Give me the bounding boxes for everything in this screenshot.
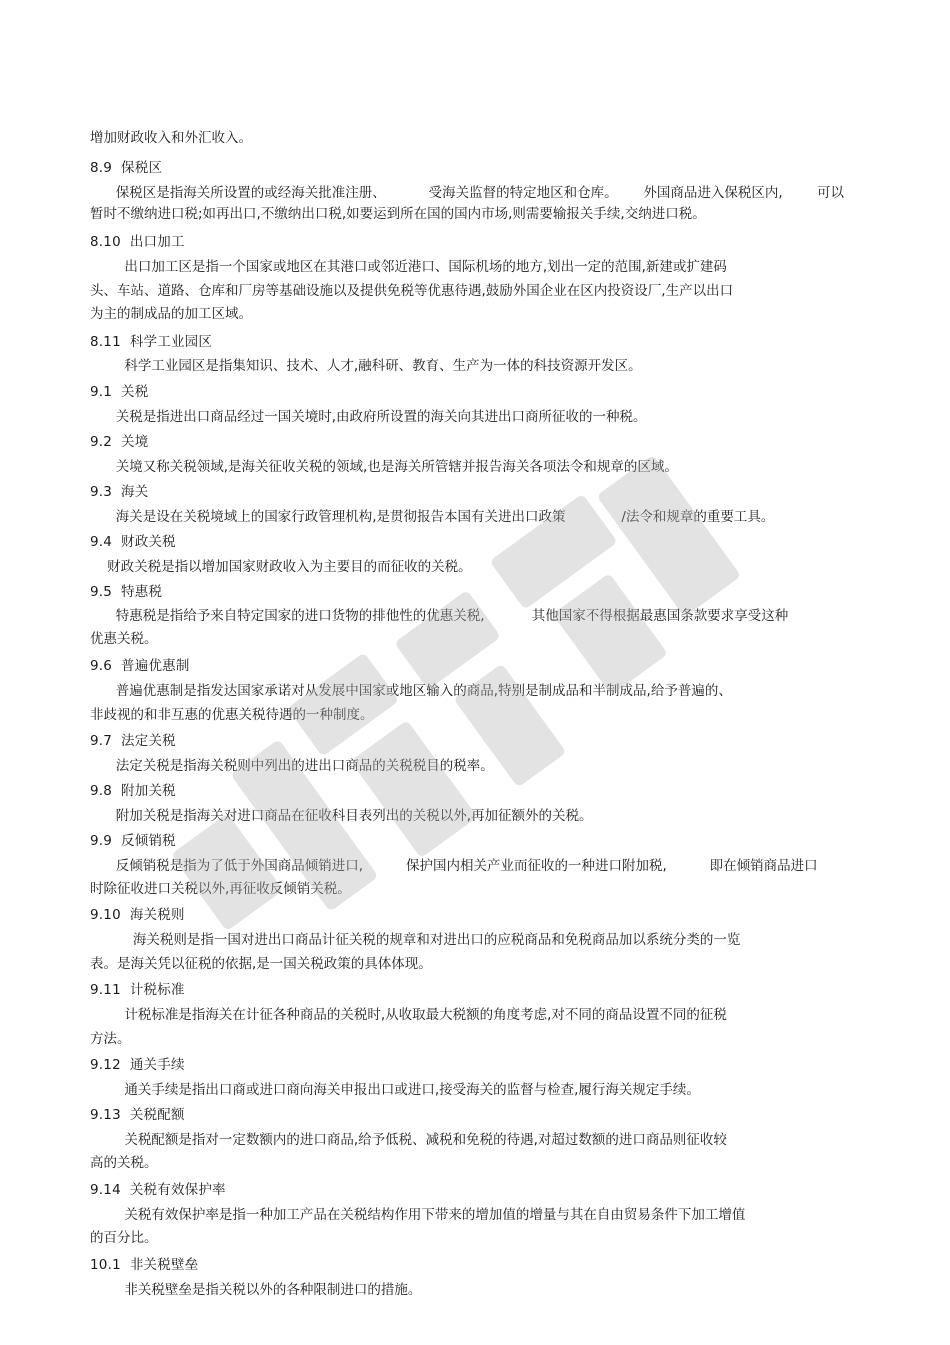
paragraph-line: 财政关税是指以增加国家财政收入为主要目的而征收的关税。 [90,559,472,575]
paragraph-line: 普遍优惠制是指发达国家承诺对从发展中国家或地区输入的商品,特别是制成品和半制成品,给予普遍的、 [90,683,732,699]
paragraph-line: 暂时不缴纳进口税;如再出口,不缴纳出口税,如要运到所在国的国内市场,则需要输报关手续,交纳进口税。 [90,206,706,222]
section-heading: 9.6 普遍优惠制 [90,658,190,674]
section-heading: 8.9 保税区 [90,160,163,176]
paragraph-line: 法定关税是指海关税则中列出的进出口商品的关税税目的税率。 [90,758,494,774]
section-heading: 9.11 计税标准 [90,982,185,998]
section-heading: 9.2 关境 [90,434,149,450]
section-heading: 9.7 法定关税 [90,733,176,749]
paragraph-line: 的百分比。 [90,1230,158,1246]
paragraph-line: 海关是设在关税境域上的国家行政管理机构,是贯彻报告本国有关进出口政策 /法令和规章的重要工具。 [90,509,775,525]
section-heading: 9.3 海关 [90,484,149,500]
paragraph-line: 关税有效保护率是指一种加工产品在关税结构作用下带来的增加值的增量与其在自由贸易条件下加工增值 [90,1207,746,1223]
paragraph-line: 头、车站、道路、仓库和厂房等基础设施以及提供免税等优惠待遇,鼓励外国企业在区内投资设厂,生产以出口 [90,283,734,299]
paragraph-line: 附加关税是指海关对进口商品在征收科目表列出的关税以外,再加征额外的关税。 [90,808,593,824]
paragraph-line: 保税区是指海关所设置的或经海关批准注册、 受海关监督的特定地区和仓库。 外国商品进入保税区内, 可以 [90,185,845,201]
section-heading: 9.5 特惠税 [90,584,163,600]
paragraph-line: 非歧视的和非互惠的优惠关税待遇的一种制度。 [90,707,374,723]
section-heading: 8.11 科学工业园区 [90,334,213,350]
paragraph-line: 优惠关税。 [90,631,158,647]
section-heading: 9.1 关税 [90,384,149,400]
paragraph-line: 为主的制成品的加工区域。 [90,306,252,322]
paragraph-line: 出口加工区是指一个国家或地区在其港口或邻近港口、国际机场的地方,划出一定的范围,新建或扩建码 [90,259,727,275]
section-heading: 10.1 非关税壁垒 [90,1257,199,1273]
paragraph-line: 关税配额是指对一定数额内的进口商品,给予低税、减税和免税的待遇,对超过数额的进口商品则征收较 [90,1132,727,1148]
section-heading: 9.4 财政关税 [90,534,176,550]
section-heading: 9.13 关税配额 [90,1107,185,1123]
paragraph-line: 表。是海关凭以征税的依据,是一国关税政策的具体体现。 [90,956,432,972]
section-heading: 9.10 海关税则 [90,907,185,923]
section-heading: 9.12 通关手续 [90,1057,185,1073]
section-heading: 9.14 关税有效保护率 [90,1182,226,1198]
paragraph-line: 科学工业园区是指集知识、技术、人才,融科研、教育、生产为一体的科技资源开发区。 [90,358,642,374]
paragraph-line: 特惠税是指给予来自特定国家的进口货物的排他性的优惠关税, 其他国家不得根据最惠国条款要求享受这种 [90,608,789,624]
paragraph-line: 非关税壁垒是指关税以外的各种限制进口的措施。 [90,1282,422,1298]
paragraph-line: 反倾销税是指为了低于外国商品倾销进口, 保护国内相关产业而征收的一种进口附加税, 即在倾销商品进口 [90,858,818,874]
paragraph-line: 关境又称关税领域,是海关征收关税的领域,也是海关所管辖并报告海关各项法令和规章的区域。 [90,459,678,475]
paragraph-line: 时除征收进口关税以外,再征收反倾销关税。 [90,881,351,897]
section-heading: 9.9 反倾销税 [90,833,176,849]
paragraph-line: 增加财政收入和外汇收入。 [90,130,252,146]
section-heading: 9.8 附加关税 [90,783,176,799]
paragraph-line: 计税标准是指海关在计征各种商品的关税时,从收取最大税额的角度考虑,对不同的商品设置不同的征税 [90,1007,727,1023]
section-heading: 8.10 出口加工 [90,234,185,250]
paragraph-line: 方法。 [90,1031,131,1047]
paragraph-line: 高的关税。 [90,1155,158,1171]
paragraph-line: 通关手续是指出口商或进口商向海关申报出口或进口,接受海关的监督与检查,履行海关规定手续。 [90,1082,700,1098]
paragraph-line: 海关税则是指一国对进出口商品计征关税的规章和对进出口的应税商品和免税商品加以系统分类的一览 [90,932,741,948]
paragraph-line: 关税是指进出口商品经过一国关境时,由政府所设置的海关向其进出口商所征收的一种税。 [90,409,647,425]
